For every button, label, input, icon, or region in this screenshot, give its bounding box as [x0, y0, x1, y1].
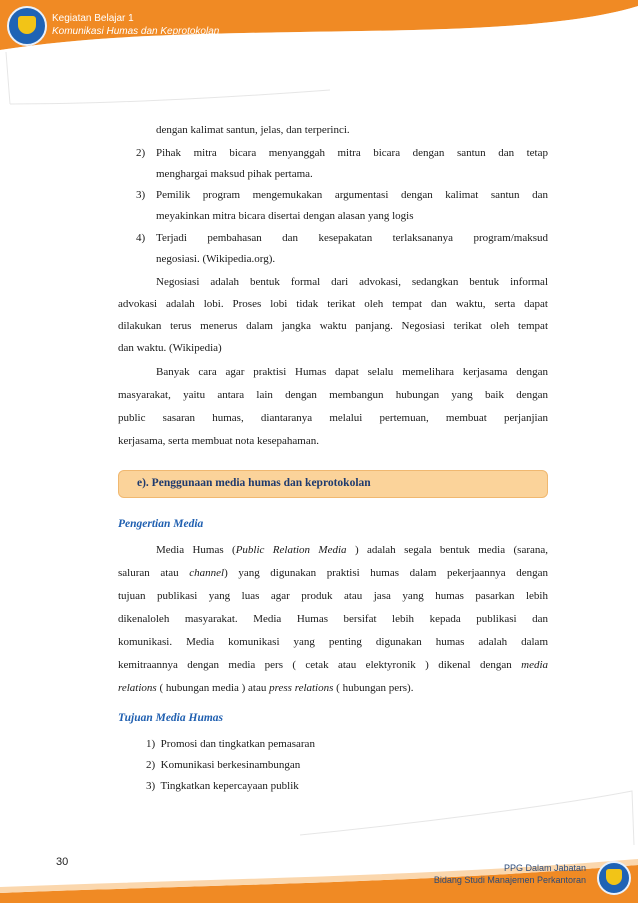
tut-wuri-logo	[7, 6, 47, 46]
list-number: 3)	[136, 189, 146, 201]
text-run: media	[521, 659, 549, 671]
list-number: 2)	[136, 147, 146, 159]
body-line: advokasi adalah lobi. Proses lobi tidak terikat oleh tempat dan waktu, serta dapat	[118, 298, 548, 310]
pengertian-heading: Pengertian Media	[118, 518, 204, 530]
text-run: ( hubungan media ) atau	[159, 682, 267, 694]
text-run: ) yang digunakan praktisi humas dalam pekerjaannya dengan	[224, 567, 549, 579]
text-run: saluran atau	[118, 567, 179, 579]
body-line: dengan kalimat santun, jelas, dan terperinci.	[156, 124, 350, 136]
section-title: e). Penggunaan media humas dan keprotokolan	[137, 477, 371, 489]
footer-line-1: PPG Dalam Jabatan	[503, 863, 586, 873]
page-number: 30	[56, 856, 69, 868]
body-line: negosiasi. (Wikipedia.org).	[156, 253, 276, 265]
list-item	[146, 738, 315, 750]
text-run: ( hubungan pers).	[336, 682, 414, 694]
section-title-bar	[118, 470, 548, 498]
list-number: 4)	[136, 232, 146, 244]
list-item-text: Komunikasi berkesinambungan	[160, 759, 301, 771]
text-run: press relations	[269, 682, 334, 694]
body-line: dilakukan terus menerus dalam jangka waktu panjang. Negosiasi terikat oleh tempat	[118, 320, 548, 332]
list-number: 3)	[146, 780, 156, 792]
footer-line-2: Bidang Studi Manajemen Perkantoran	[433, 875, 586, 885]
text-run: Public Relation Media	[235, 544, 347, 556]
body-line: public sasaran humas, diantaranya melalui pertemuan, membuat perjanjian	[118, 412, 548, 424]
body-line: meyakinkan mitra bicara disertai dengan alasan yang logis	[156, 210, 414, 222]
footer-text	[434, 862, 586, 886]
body-line: Terjadi pembahasan dan kesepakatan terlaksananya program/maksud	[156, 232, 548, 244]
body-line	[156, 544, 548, 556]
tut-wuri-logo	[597, 861, 631, 895]
list-number: 2)	[146, 759, 156, 771]
header-subtitle: Komunikasi Humas dan Keprotokolan	[52, 26, 220, 37]
body-line: Banyak cara agar praktisi Humas dapat selalu memelihara kerjasama dengan	[156, 366, 548, 378]
header-text	[52, 12, 219, 38]
list-item	[146, 759, 300, 771]
page-header	[0, 0, 638, 110]
body-line	[118, 659, 548, 671]
body-line	[118, 567, 548, 579]
body-line: Pihak mitra bicara menyanggah mitra bicara dengan santun dan tetap	[156, 147, 548, 159]
text-run: Media Humas (	[156, 544, 236, 556]
list-number: 1)	[146, 738, 156, 750]
body-line: dikenaloleh masyarakat. Media Humas bersifat lebih kepada publikasi dan	[118, 613, 548, 625]
body-line: menghargai maksud pihak pertama.	[156, 168, 313, 180]
body-line: kerjasama, serta membuat nota kesepahaman.	[118, 435, 319, 447]
body-line: Pemilik program mengemukakan argumentasi dengan kalimat santun dan	[156, 189, 548, 201]
header-title: Kegiatan Belajar 1	[52, 13, 134, 24]
text-run: ) adalah segala bentuk media (sarana,	[354, 544, 549, 556]
list-item-text: Tingkatkan kepercayaan publik	[160, 780, 299, 792]
text-run: relations	[118, 682, 157, 694]
body-line: dan waktu. (Wikipedia)	[118, 342, 222, 354]
list-item-text: Promosi dan tingkatkan pemasaran	[160, 738, 315, 750]
text-run: kemitraannya dengan media pers ( cetak atau elektyronik ) dikenal dengan	[118, 659, 512, 671]
body-line: masyarakat, yaitu antara lain dengan membangun hubungan yang baik dengan	[118, 389, 548, 401]
body-line	[118, 682, 413, 694]
body-line: komunikasi. Media komunikasi yang penting digunakan humas adalah dalam	[118, 636, 548, 648]
body-line: Negosiasi adalah bentuk formal dari advokasi, sedangkan bentuk informal	[156, 276, 548, 288]
text-run: channel	[189, 567, 225, 579]
tujuan-heading: Tujuan Media Humas	[118, 712, 224, 724]
body-line: tujuan publikasi yang luas agar produk atau jasa yang humas pasarkan lebih	[118, 590, 548, 602]
